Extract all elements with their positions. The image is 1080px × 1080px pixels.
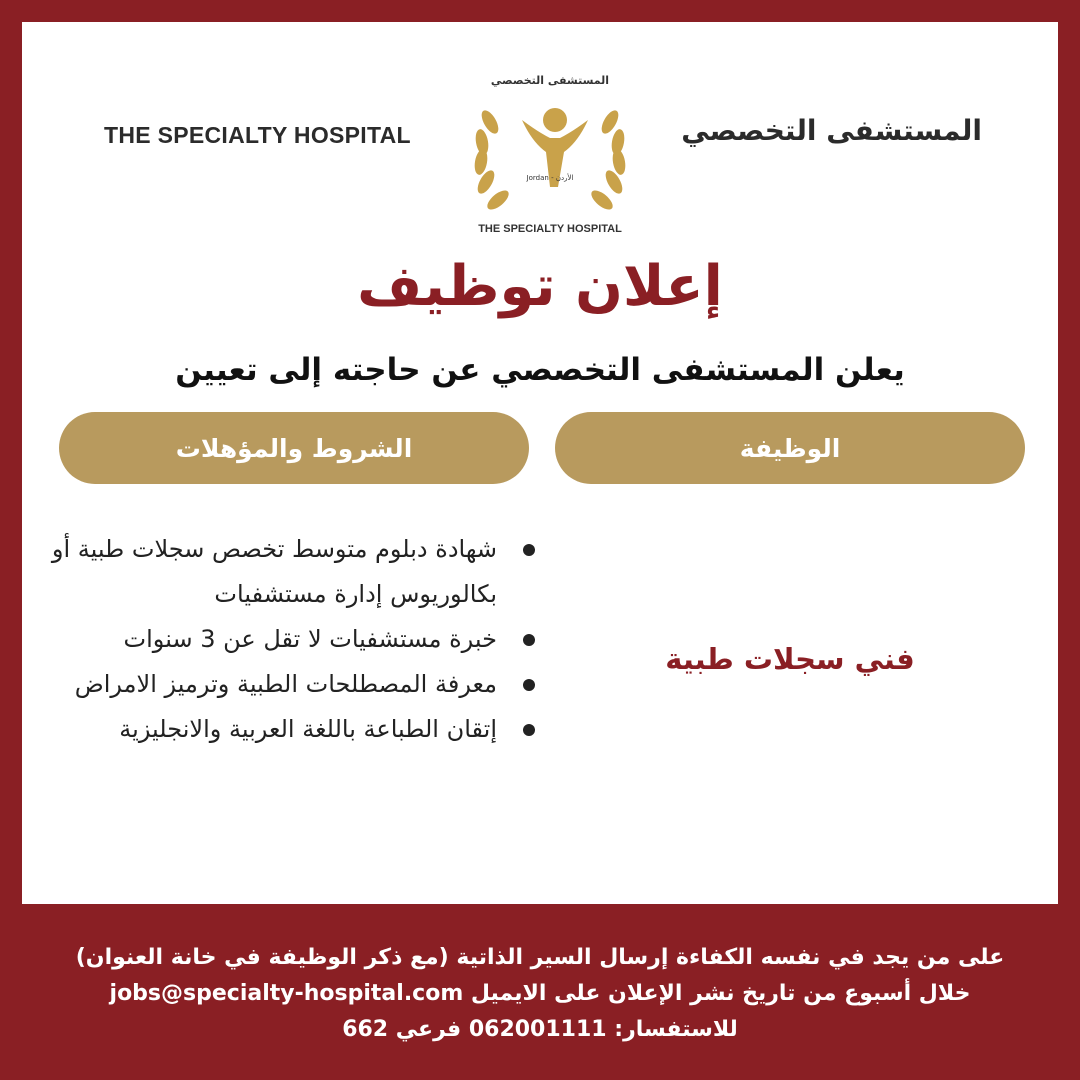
footer <box>0 940 1080 1048</box>
job-column-header <box>555 412 1025 484</box>
page-subtitle: يعلن المستشفى التخصصي عن حاجته إلى تعيين <box>175 352 905 388</box>
bullet-icon <box>523 544 535 556</box>
list-item <box>32 707 537 752</box>
hospital-logo <box>450 62 650 242</box>
requirements-column-header-label: الشروط والمؤهلات <box>175 433 413 463</box>
page-title: إعلان توظيف <box>357 254 723 319</box>
brand-name-english: THE SPECIALTY HOSPITAL <box>104 122 411 148</box>
job-column-header-label: الوظيفة <box>739 433 841 463</box>
footer-contact: للاستفسار: 062001111 فرعي 662 <box>342 1017 738 1042</box>
requirement-text: معرفة المصطلحات الطبية وترميز الامراض <box>74 670 497 698</box>
requirements-column-header <box>59 412 529 484</box>
list-item <box>32 527 537 617</box>
bullet-icon <box>523 724 535 736</box>
bullet-icon <box>523 679 535 691</box>
announcement-card <box>22 22 1058 904</box>
requirements-list <box>32 527 537 752</box>
job-title: فني سجلات طبية <box>665 642 915 676</box>
logo-text-bottom: THE SPECIALTY HOSPITAL <box>478 223 622 235</box>
requirement-text: خبرة مستشفيات لا تقل عن 3 سنوات <box>123 625 497 653</box>
logo-text-inner: Jordan - الأردن <box>526 174 574 182</box>
list-item <box>32 662 537 707</box>
brand-name-arabic: المستشفى التخصصي <box>681 114 982 147</box>
requirement-text: إتقان الطباعة باللغة العربية والانجليزية <box>119 715 497 743</box>
footer-email: خلال أسبوع من تاريخ نشر الإعلان على الايميل jobs@specialty-hospital.com <box>109 981 971 1006</box>
list-item <box>32 617 537 662</box>
bullet-icon <box>523 634 535 646</box>
footer-instructions: على من يجد في نفسه الكفاءة إرسال السير الذاتية (مع ذكر الوظيفة في خانة العنوان) <box>75 945 1005 970</box>
requirement-text: شهادة دبلوم متوسط تخصص سجلات طبية أو بكالوريوس إدارة مستشفيات <box>51 535 497 608</box>
logo-text-top: المستشفى التخصصي <box>490 74 610 87</box>
